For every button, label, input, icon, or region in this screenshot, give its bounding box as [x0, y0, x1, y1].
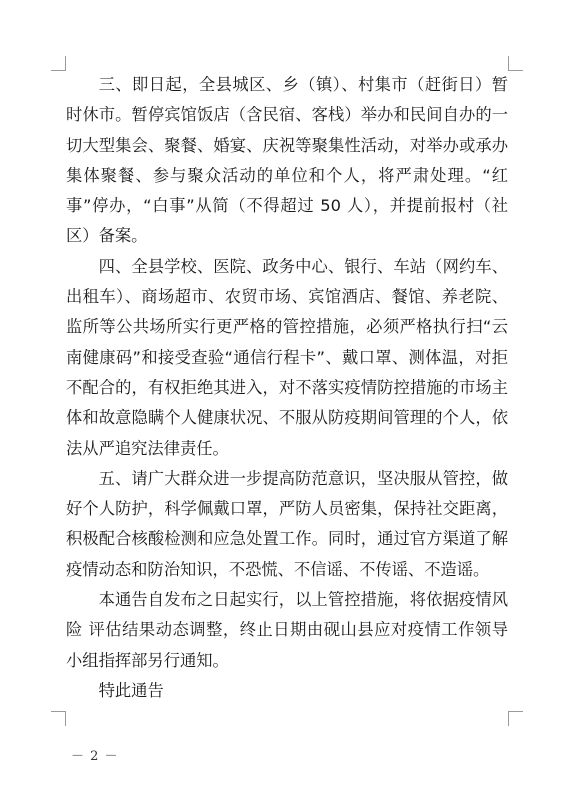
crop-mark-top-left: [51, 56, 66, 71]
paragraph-item-3: 三、即日起，全县城区、乡（镇）、村集市（赶街日）暂时休市。暂停宾馆饭店（含民宿、客栈）举办和民间自办的一切大型集会、聚餐、婚宴、庆祝等聚集性活动，对举办或承办集体聚餐、参与聚众活动的单位和个人，将严肃处理。“红事”停办，“白事”从简（不得超过 50 人），并提前报村（社区）备案。: [66, 75, 508, 246]
paragraph-effective-date: 本通告自发布之日起实行，以上管控措施，将依据疫情风险 评估结果动态调整，终止日期由砚山县应对疫情工作领导小组指挥部另行通知。: [66, 590, 508, 670]
paragraph-item-5: 五、请广大群众进一步提高防范意识，坚决服从管控，做好个人防护，科学佩戴口罩，严防人员密集，保持社交距离，积极配合核酸检测和应急处置工作。同时，通过官方渠道了解疫情动态和防治知识，不恐慌、不信谣、不传谣、不造谣。: [66, 468, 508, 579]
crop-mark-bottom-left: [51, 711, 66, 726]
document-body: [66, 70, 508, 706]
closing-line: 特此通告: [98, 680, 164, 700]
crop-mark-top-right: [508, 56, 523, 71]
crop-mark-bottom-right: [508, 711, 523, 726]
paragraph-item-4: 四、全县学校、医院、政务中心、银行、车站（网约车、出租车）、商场超市、农贸市场、宾馆酒店、餐馆、养老院、监所等公共场所实行更严格的管控措施，必须严格执行扫“云南健康码”和接受查验“通信行程卡”、戴口罩、测体温，对拒不配合的，有权拒绝其进入，对不落实疫情防控措施的市场主体和故意隐瞒个人健康状况、不服从防疫期间管理的个人，依法从严追究法律责任。: [66, 256, 508, 458]
page-number: － 2 －: [71, 749, 119, 764]
